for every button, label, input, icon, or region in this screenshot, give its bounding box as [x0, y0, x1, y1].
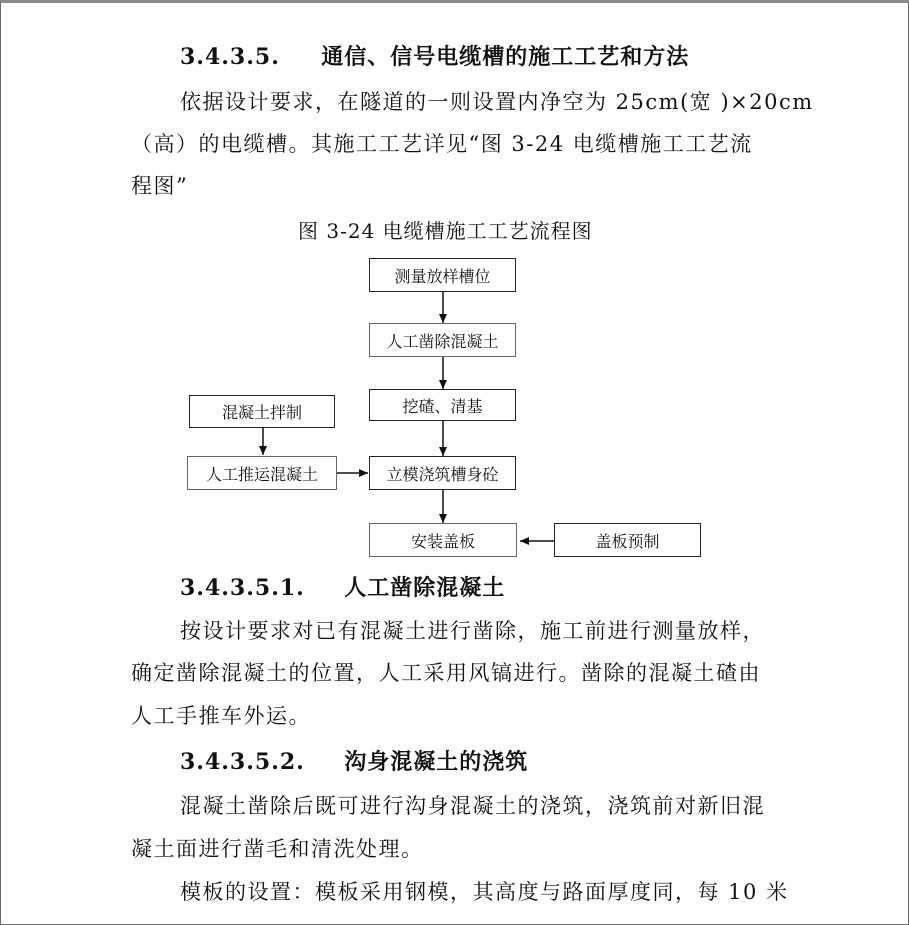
step-excavate: 挖碴、清基 — [369, 389, 516, 421]
subsection-1-line-2: 确定凿除混凝土的位置，人工采用风镐进行。凿除的混凝土碴由 — [131, 661, 761, 685]
subsection-2-heading — [180, 745, 528, 776]
section-paragraph-line-2: （高）的电缆槽。其施工工艺详见“图 3-24 电缆槽施工工艺流 — [131, 132, 753, 156]
figure-caption: 图 3-24 电缆槽施工工艺流程图 — [298, 219, 593, 243]
subsection-1-title: 人工凿除混凝土 — [344, 575, 506, 601]
step-precast: 盖板预制 — [554, 523, 701, 557]
step-mix: 混凝土拌制 — [189, 395, 335, 428]
step-survey: 测量放样槽位 — [369, 258, 516, 292]
section-paragraph-line-1: 依据设计要求，在隧道的一则设置内净空为 25cm(宽 )×20cm — [180, 90, 814, 114]
step-transport: 人工推运混凝土 — [187, 456, 337, 490]
subsection-2-number: 3.4.3.5.2. — [180, 749, 305, 775]
subsection-2-line-1: 混凝土凿除后既可进行沟身混凝土的浇筑，浇筑前对新旧混 — [180, 794, 765, 818]
subsection-1-line-1: 按设计要求对已有混凝土进行凿除，施工前进行测量放样， — [180, 619, 765, 643]
subsection-2-line-3: 模板的设置：模板采用钢模，其高度与路面厚度同，每 10 米 — [180, 880, 789, 904]
subsection-1-number: 3.4.3.5.1. — [180, 575, 305, 601]
subsection-2-line-2: 凝土面进行凿毛和清洗处理。 — [131, 837, 424, 861]
section-paragraph-line-3: 程图” — [131, 174, 189, 198]
section-number: 3.4.3.5. — [180, 44, 280, 70]
subsection-1-line-3: 人工手推车外运。 — [131, 704, 311, 728]
step-install: 安装盖板 — [369, 523, 517, 557]
step-formwork: 立模浇筑槽身砼 — [369, 456, 516, 490]
section-title: 通信、信号电缆槽的施工工艺和方法 — [321, 44, 690, 70]
subsection-1-heading — [180, 571, 505, 602]
subsection-2-title: 沟身混凝土的浇筑 — [344, 749, 529, 775]
step-chisel: 人工凿除混凝土 — [369, 323, 516, 357]
